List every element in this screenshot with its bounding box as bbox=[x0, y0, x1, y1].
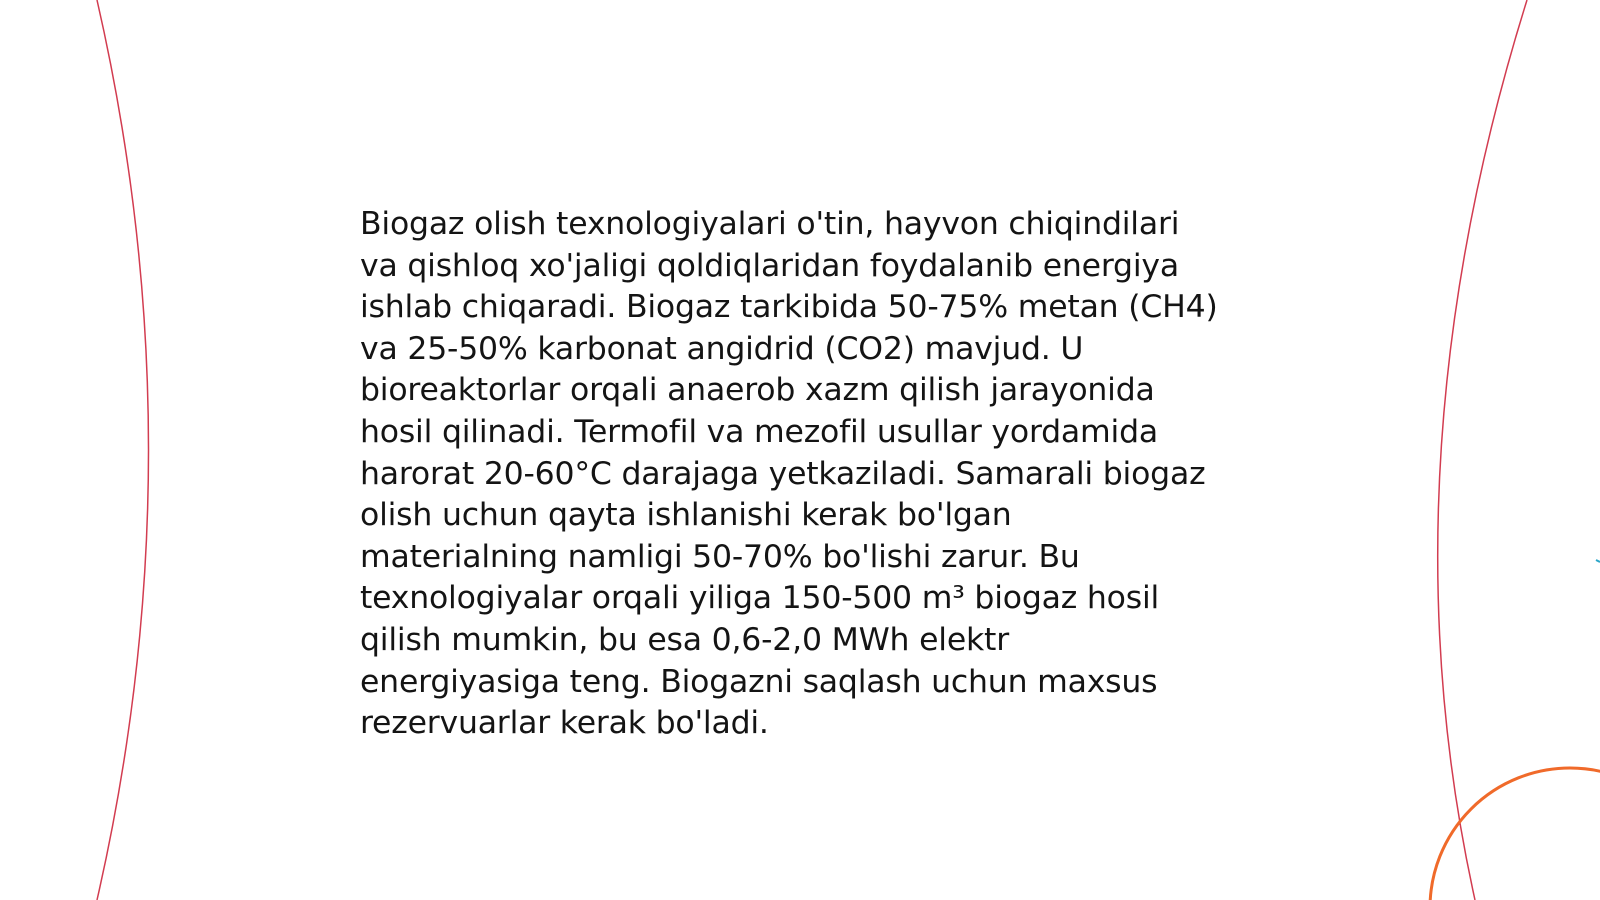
text-line: harorat 20-60°C darajaga yetkaziladi. Samarali biogaz bbox=[360, 455, 1206, 492]
text-line: Biogaz olish texnologiyalari o'tin, hayvon chiqindilari bbox=[360, 206, 1180, 242]
text-line: materialning namligi 50-70% bo'lishi zarur. Bu bbox=[360, 538, 1080, 575]
right-arc-line bbox=[1438, 0, 1527, 900]
text-line: energiyasiga teng. Biogazni saqlash uchun maxsus bbox=[360, 663, 1158, 700]
text-line: rezervuarlar kerak bo'ladi. bbox=[360, 705, 769, 742]
text-line: hosil qilinadi. Termofil va mezofil usullar yordamida bbox=[360, 413, 1158, 450]
text-line: qilish mumkin, bu esa 0,6-2,0 MWh elektr bbox=[360, 621, 1009, 658]
text-line: ishlab chiqaradi. Biogaz tarkibida 50-75% metan (CH4) bbox=[360, 289, 1218, 326]
body-paragraph bbox=[360, 204, 1260, 745]
text-line: va 25-50% karbonat angidrid (CO2) mavjud. U bbox=[360, 330, 1084, 367]
text-line: bioreaktorlar orqali anaerob xazm qilish jarayonida bbox=[360, 372, 1155, 409]
teal-accent-mark bbox=[1596, 560, 1600, 562]
text-line: va qishloq xo'jaligi qoldiqlaridan foydalanib energiya bbox=[360, 247, 1179, 284]
text-line: olish uchun qayta ishlanishi kerak bo'lgan bbox=[360, 497, 1012, 534]
orange-circle-outline bbox=[1430, 768, 1600, 900]
left-arc-line bbox=[97, 0, 149, 900]
text-line: texnologiyalar orqali yiliga 150-500 m³ biogaz hosil bbox=[360, 580, 1160, 617]
